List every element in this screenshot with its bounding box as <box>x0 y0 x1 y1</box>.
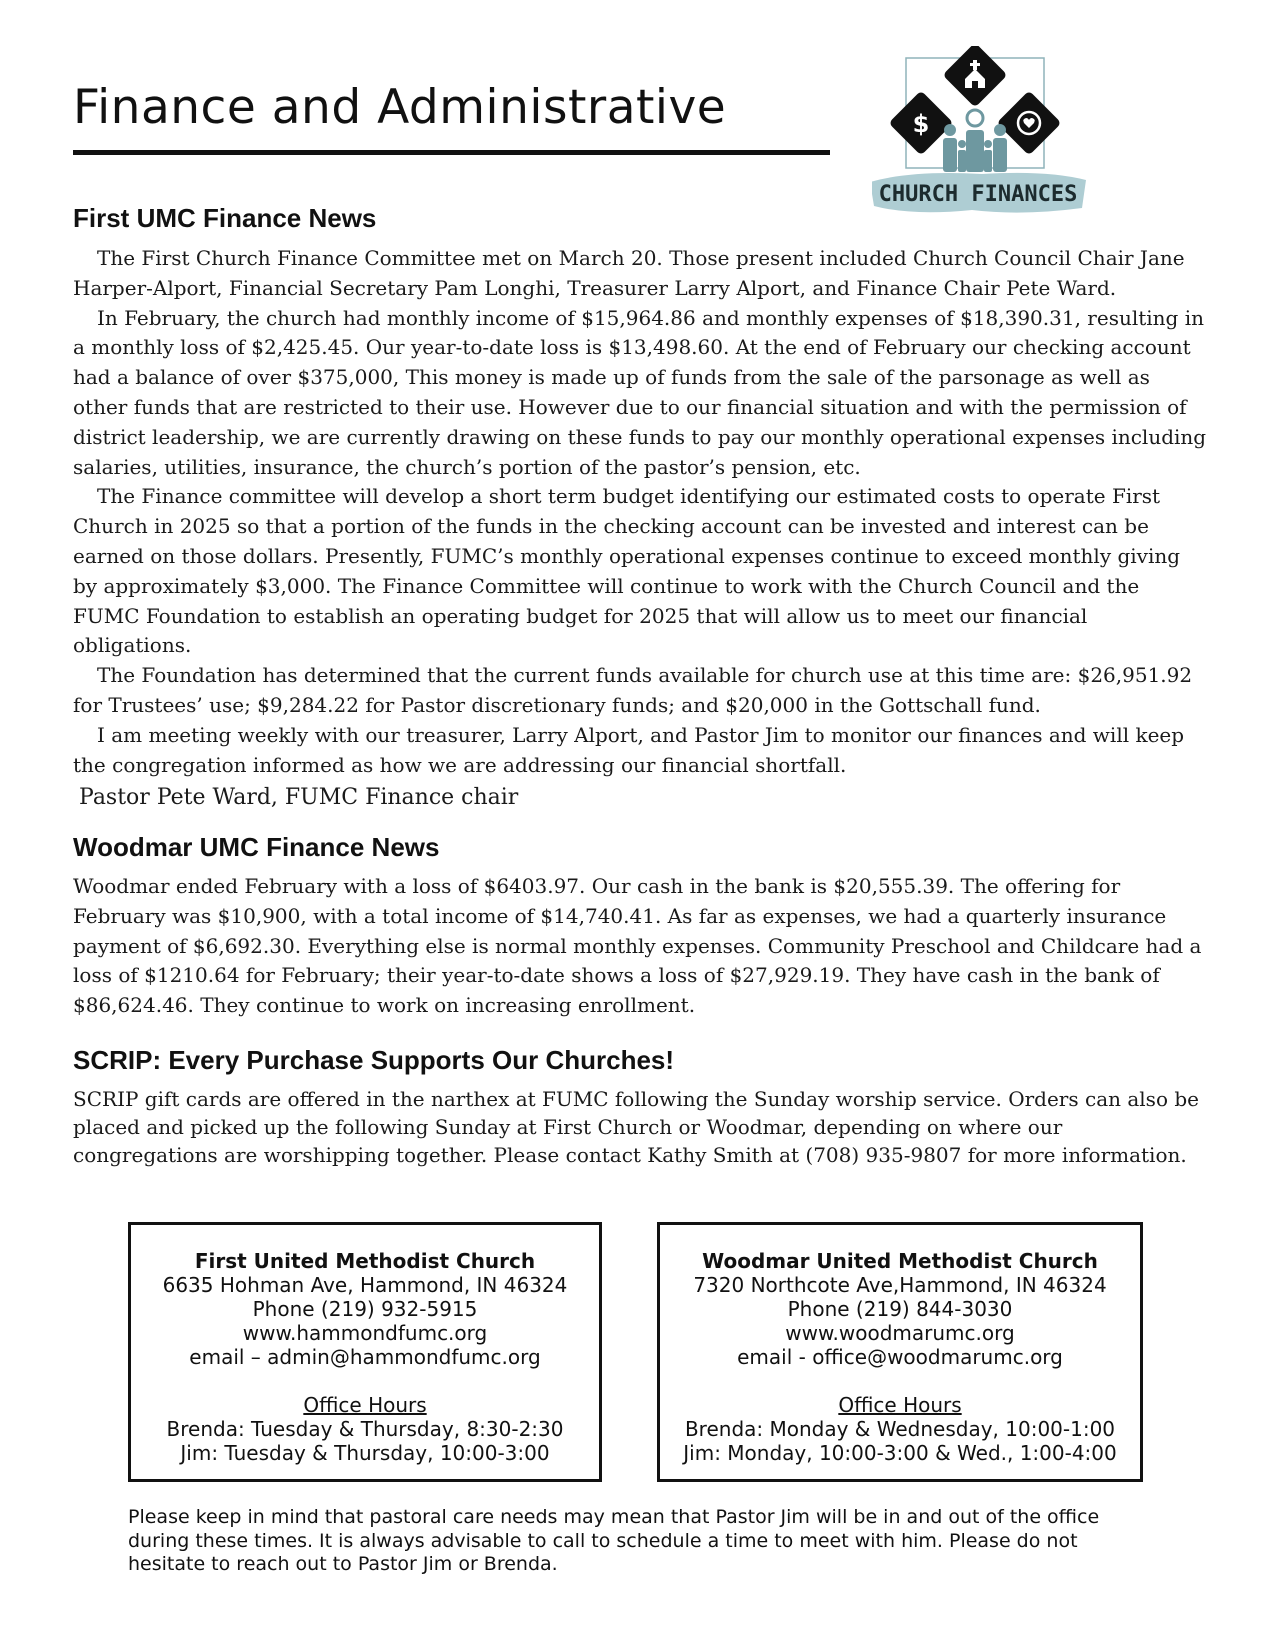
church-name: First United Methodist Church <box>194 1249 536 1273</box>
church-phone: Phone (219) 932-5915 <box>252 1297 478 1321</box>
office-hours-line: Jim: Monday, 10:00-3:00 & Wed., 1:00-4:00 <box>683 1441 1117 1465</box>
svg-text:$: $ <box>912 110 930 138</box>
scrip-heading: SCRIP: Every Purchase Supports Our Churches! <box>73 1045 675 1075</box>
pastoral-care-note: Please keep in mind that pastoral care needs may mean that Pastor Jim will be in and out of the office during these times. It is always advisable to call to schedule a time to meet with him. Please do not hesitate to reach out to Pastor Jim or Brenda. <box>128 1506 1100 1575</box>
scrip-paragraph: SCRIP gift cards are offered in the narthex at FUMC following the Sunday worship service. Orders can also be placed and picked up the following Sunday at First Church or Woodmar, depending on where our congregations are worshipping together. Please contact Kathy Smith at (708) 935-9807 for more information. <box>73 1087 1199 1167</box>
office-hours-line: Brenda: Tuesday & Thursday, 8:30-2:30 <box>166 1417 564 1441</box>
church-website: www.woodmarumc.org <box>785 1321 1015 1345</box>
first-umc-paragraph: The Finance committee will develop a short term budget identifying our estimated costs to operate First Church in 2025 so that a portion of the funds in the checking account can be invested and interest can be earned on those dollars. Presently, FUMC’s monthly operational expenses continue to exceed monthly giving by approximately $3,000. The Finance Committee will continue to work with the Church Council and the FUMC Foundation to establish an operating budget for 2025 that will allow us to meet our financial obligations. <box>73 484 1181 658</box>
church-finances-logo <box>872 46 1092 218</box>
office-hours-line: Brenda: Monday & Wednesday, 10:00-1:00 <box>684 1417 1116 1441</box>
church-phone: Phone (219) 844-3030 <box>787 1297 1013 1321</box>
church-email: email – admin@hammondfumc.org <box>189 1345 541 1369</box>
church-diamond-icon <box>942 46 1007 108</box>
church-address: 6635 Hohman Ave, Hammond, IN 46324 <box>162 1273 568 1297</box>
woodmar-umc-heading: Woodmar UMC Finance News <box>73 832 440 862</box>
first-umc-contact-box <box>128 1222 602 1482</box>
woodmar-umc-contact-box <box>657 1222 1143 1482</box>
signature: Pastor Pete Ward, FUMC Finance chair <box>79 785 519 811</box>
first-umc-body <box>73 244 1208 813</box>
first-umc-heading: First UMC Finance News <box>73 203 377 233</box>
logo-text: CHURCH FINANCES <box>878 182 1078 207</box>
church-email: email - office@woodmarumc.org <box>737 1345 1063 1369</box>
office-hours-heading: Office Hours <box>838 1393 962 1417</box>
church-website: www.hammondfumc.org <box>242 1321 488 1345</box>
office-hours-line: Jim: Tuesday & Thursday, 10:00-3:00 <box>180 1441 550 1465</box>
woodmar-paragraph: Woodmar ended February with a loss of $6403.97. Our cash in the bank is $20,555.39. The offering for February was $10,900, with a total income of $14,740.41. As far as expenses, we had a quarterly insurance payment of $6,692.30. Everything else is normal monthly expenses. Community Preschool and Childcare had a loss of $1210.64 for February; their year-to-date shows a loss of $27,929.19. They have cash in the bank of $86,624.46. They continue to work on increasing enrollment. <box>73 874 1202 1018</box>
first-umc-paragraph: The First Church Finance Committee met on March 20. Those present included Church Council Chair Jane Harper-Alport, Financial Secretary Pam Longhi, Treasurer Larry Alport, and Finance Chair Pete Ward. <box>73 246 1185 300</box>
title-underline <box>73 150 830 155</box>
woodmar-umc-body <box>73 872 1208 1021</box>
page-title: Finance and Administrative <box>73 80 727 135</box>
first-umc-paragraph: In February, the church had monthly income of $15,964.86 and monthly expenses of $18,390.31, resulting in a monthly loss of $2,425.45. Our year-to-date loss is $13,498.60. At the end of February our checking account had a balance of over $375,000, This money is made up of funds from the sale of the parsonage as well as other funds that are restricted to their use. However due to our financial situation and with the permission of district leadership, we are currently drawing on these funds to pay our monthly operational expenses including salaries, utilities, insurance, the church’s portion of the pastor’s pension, etc. <box>73 305 1207 479</box>
scrip-body <box>73 1085 1208 1169</box>
church-name: Woodmar United Methodist Church <box>702 1249 1098 1273</box>
first-umc-paragraph: I am meeting weekly with our treasurer, Larry Alport, and Pastor Jim to monitor our finances and will keep the congregation informed as how we are addressing our financial shortfall. <box>73 722 1185 777</box>
office-hours-heading: Office Hours <box>303 1393 427 1417</box>
first-umc-paragraph: The Foundation has determined that the current funds available for church use at this time are: $26,951.92 for Trustees’ use; $9,284.22 for Pastor discretionary funds; and $20,000 in the Gottschall fund. <box>73 663 1193 717</box>
family-figures-icon <box>943 110 1007 172</box>
church-address: 7320 Northcote Ave,Hammond, IN 46324 <box>693 1273 1107 1297</box>
